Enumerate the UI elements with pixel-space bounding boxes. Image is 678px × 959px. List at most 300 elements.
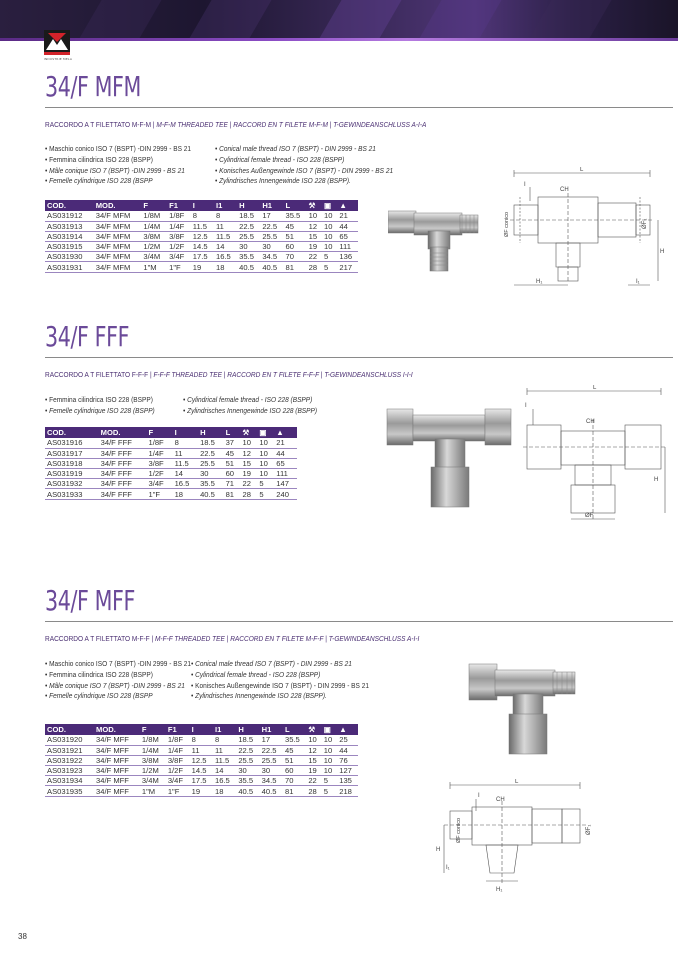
table-cell: 40.5 [236,786,259,796]
subtitle-en: M-F-F THREADED TEE [154,634,225,643]
table-cell: 1"M [141,262,167,272]
table-cell: 34/F MFF [94,745,140,755]
table-cell: 34/F FFF [99,458,147,468]
table-cell: 1/4M [141,221,167,231]
col-header: H [236,724,259,735]
table-cell: 18 [213,786,236,796]
table-cell: 44 [337,221,358,231]
table-cell: 19 [190,786,213,796]
table-cell: 44 [274,448,297,458]
box-icon: ▣ [257,427,274,438]
section-34f-fff [45,320,673,550]
table-cell: 240 [274,489,297,499]
table-cell: 34/F FFF [99,489,147,499]
table-cell: 3/4M [140,776,166,786]
table-cell: 25.5 [236,755,259,765]
table-cell: 40.5 [198,489,224,499]
table-cell: 1"F [166,786,190,796]
page-number: 38 [18,932,27,941]
table-cell: 11 [173,448,199,458]
bullet: • Maschio conico ISO 7 (BSPT) -DIN 2999 - BS 21 [45,144,192,153]
table-cell: 45 [283,745,306,755]
table-cell: 3/8F [166,755,190,765]
table-cell: 12.5 [191,231,214,241]
bullet: • Femmina cilindrica ISO 228 (BSPP) [45,395,153,404]
table-cell: 1/8F [166,735,190,745]
table-cell: AS031919 [45,469,99,479]
table-cell: 18.5 [236,735,259,745]
table-cell: AS031932 [45,479,99,489]
subtitle-fr: RACCORD EN T FILETE M-F-F [230,634,324,643]
table-body [45,735,358,796]
table-cell: 35.5 [283,211,306,221]
table-cell: AS031917 [45,448,99,458]
table-cell: 1/4M [140,745,166,755]
table-cell: 8 [190,735,213,745]
table-cell: AS031912 [45,211,94,221]
table-cell: AS031922 [45,755,94,765]
table-cell: 60 [283,766,306,776]
spec-table [45,724,358,797]
table-cell: 135 [337,776,358,786]
table-cell: 15 [307,231,322,241]
col-header: MOD. [94,724,140,735]
col-header: F [141,200,167,211]
table-cell: 5 [322,262,337,272]
table-cell: 71 [224,479,241,489]
col-header: I [191,200,214,211]
table-cell: 28 [306,786,321,796]
table-cell: 34/F MFM [94,221,142,231]
table-cell: AS031914 [45,231,94,241]
table-cell: 81 [283,786,306,796]
table-cell: 18.5 [237,211,260,221]
col-header: F1 [167,200,191,211]
col-header: I1 [213,724,236,735]
col-header: H [237,200,260,211]
box-icon: ▣ [322,200,337,211]
table-cell: 1/4F [167,221,191,231]
table-cell: 5 [322,776,337,786]
table-cell: 1/8F [167,211,191,221]
table-cell: 34/F MFF [94,786,140,796]
table-cell: 12 [307,221,322,231]
table-cell: 34/F FFF [99,479,147,489]
section-title: 34/F MFM [45,70,141,103]
product-photo-fff [385,405,515,515]
table-cell: 40.5 [237,262,260,272]
spec-bullets [45,659,445,703]
dim-CH-label: CH [586,419,595,425]
table-row [45,786,358,796]
dim-F-conico-label: ØF conico [456,817,462,843]
table-cell: 60 [283,242,306,252]
table-cell: 70 [283,776,306,786]
table-cell: 15 [306,755,321,765]
table-row [45,211,358,221]
table-cell: 17.5 [190,776,213,786]
bullet: • Mâle conique ISO 7 (BSPT) -DIN 2999 - BS 21 [45,680,185,690]
table-row [45,458,297,468]
table-cell: AS031915 [45,242,94,252]
section-34f-mff [45,584,673,904]
table-cell: 5 [322,786,337,796]
table-cell: 17 [260,211,283,221]
subtitle-it: RACCORDO A T FILETTATO M-F-F [45,634,150,643]
product-photo-mfm [388,203,488,283]
table-cell: 14 [173,469,199,479]
table-header-row [45,724,358,735]
table-cell: 3/4F [166,776,190,786]
bullet: • Cylindrical female thread - ISO 228 (BSPP) [183,395,313,404]
dim-H-label: H [660,249,665,255]
bullet: • Conical male thread ISO 7 (BSPT) - DIN 2999 - BS 21 [191,659,352,668]
subtitle-it: RACCORDO A T FILETTATO F-F-F [45,370,149,379]
table-cell: 218 [337,786,358,796]
table-cell: 147 [274,479,297,489]
dim-I-label: I [478,793,480,799]
table-cell: 11 [214,221,237,231]
section-title: 34/F FFF [45,320,130,353]
dim-F1-label: ØF₁ [642,218,648,229]
title-rule [45,621,673,622]
table-cell: 3/8F [146,458,172,468]
dim-I-label: I [524,182,526,188]
table-cell: 14.5 [191,242,214,252]
header-band [0,0,678,40]
band-stripe [528,0,611,40]
wrench-icon: ⚒ [306,724,321,735]
table-cell: 8 [214,211,237,221]
box-icon: ▣ [322,724,337,735]
bullet: • Mâle conique ISO 7 (BSPT) -DIN 2999 - BS 21 [45,165,185,175]
table-cell: 22 [306,776,321,786]
bullet: • Konisches Außengewinde ISO 7 (BSPT) - DIN 2999 - BS 21 [215,165,394,175]
table-cell: 17 [260,735,283,745]
technical-diagram-mff [430,779,610,899]
dim-CH-label: CH [496,797,505,803]
table-cell: 35.5 [236,776,259,786]
table-cell: 34.5 [260,776,283,786]
section-34f-mfm [45,70,673,300]
table-cell: 37 [224,438,241,448]
table-cell: 10 [322,745,337,755]
title-rule [45,357,673,358]
col-header: MOD. [99,427,147,438]
table-cell: 22 [307,252,322,262]
spec-table [45,427,297,500]
table-cell: 11.5 [214,231,237,241]
table-cell: 30 [236,766,259,776]
dim-L-label: L [593,385,597,391]
table-row [45,766,358,776]
table-row [45,745,358,755]
wrench-icon: ⚒ [240,427,257,438]
dim-H1-label: H₁ [536,279,543,285]
table-cell: 34/F MFF [94,755,140,765]
band-stripe [318,0,401,40]
table-cell: 22.5 [260,745,283,755]
band-stripe [418,0,501,40]
logo-caption: INDUSTRIE MELA [43,57,73,61]
section-subtitle: RACCORDO A T FILETTATO F-F-F | F-F-F THREADED TEE | RACCORD EN T FILETE F-F-F | T-GEWINDEANSCHLUSS I-I-I [45,370,413,379]
col-header: I [173,427,199,438]
table-cell: 30 [260,242,283,252]
table-cell: 22.5 [237,221,260,231]
bullet: • Zylindrisches Innengewinde ISO 228 (BSPP) [183,405,318,415]
table-cell: 28 [240,489,257,499]
table-header-row [45,200,358,211]
table-cell: 1/2F [146,469,172,479]
dim-CH-label: CH [560,187,569,193]
table-cell: 28 [307,262,322,272]
table-cell: 35.5 [237,252,260,262]
dim-L-label: L [580,167,584,173]
col-header: COD. [45,200,94,211]
table-body [45,438,297,499]
table-cell: AS031913 [45,221,94,231]
table-cell: 3/4M [141,252,167,262]
bullet: • Femelle cylindrique ISO 228 (BSPP [45,176,153,186]
table-cell: 16.5 [214,252,237,262]
dim-H1-label: H₁ [496,887,503,893]
table-cell: 18.5 [198,438,224,448]
col-header: MOD. [94,200,142,211]
table-cell: 8 [173,438,199,448]
table-cell: 16.5 [173,479,199,489]
table-cell: 1/4F [146,448,172,458]
table-cell: 10 [322,766,337,776]
table-cell: 136 [337,252,358,262]
table-cell: 19 [191,262,214,272]
table-cell: 10 [322,231,337,241]
table-cell: 81 [283,262,306,272]
table-cell: 217 [337,262,358,272]
bullet: • Zylindrisches Innengewinde ISO 228 (BSPP). [191,691,327,701]
table-cell: AS031930 [45,252,94,262]
dim-I1-label: I₁ [446,865,450,871]
subtitle-de: T-GEWINDEANSCHLUSS A-I-I [328,634,420,643]
dim-F-label: ØF [585,513,594,519]
table-row [45,438,297,448]
bullet: • Femelle cylindrique ISO 228 (BSPP [45,691,153,701]
subtitle-it: RACCORDO A T FILETTATO M-F-M [45,120,152,129]
table-cell: 111 [274,469,297,479]
dim-L-label: L [515,779,519,785]
technical-diagram-mfm [500,167,665,287]
table-row [45,469,297,479]
table-cell: 11 [213,745,236,755]
section-title: 34/F MFF [45,584,135,617]
table-cell: 30 [198,469,224,479]
table-cell: 19 [240,469,257,479]
table-cell: 10 [322,211,337,221]
weight-icon: ▲ [337,724,358,735]
table-cell: 60 [224,469,241,479]
table-cell: 3/8F [167,231,191,241]
band-stripe [188,0,271,40]
dim-F-conico-label: ØF conico [504,211,510,237]
table-cell: 1"F [146,489,172,499]
bullet: • Cylindrical female thread - ISO 228 (BSPP) [215,154,345,164]
table-row [45,231,358,241]
table-cell: 22 [240,479,257,489]
table-cell: 34/F MFM [94,242,142,252]
table-cell: 65 [337,231,358,241]
table-cell: 35.5 [283,735,306,745]
table-cell: 34.5 [260,252,283,262]
table-row [45,242,358,252]
table-cell: 51 [283,231,306,241]
table-cell: 1/8M [141,211,167,221]
table-cell: 34/F MFM [94,262,142,272]
table-cell: 1/2M [140,766,166,776]
table-cell: 10 [307,211,322,221]
table-cell: 10 [306,735,321,745]
table-cell: AS031920 [45,735,94,745]
table-row [45,252,358,262]
table-row [45,735,358,745]
table-row [45,448,297,458]
col-header: H [198,427,224,438]
dim-F1-label: ØF₁ [586,824,592,835]
subtitle-fr: RACCORD EN T FILETE F-F-F [227,370,320,379]
table-cell: 1"M [140,786,166,796]
table-cell: 3/4F [146,479,172,489]
table-cell: 1/8M [140,735,166,745]
table-cell: 21 [337,211,358,221]
table-cell: 35.5 [198,479,224,489]
subtitle-en: M-F-M THREADED TEE [156,120,228,129]
table-cell: 1/4F [166,745,190,755]
table-cell: 8 [213,735,236,745]
table-cell: 1"F [167,262,191,272]
table-cell: 10 [257,448,274,458]
table-row [45,479,297,489]
section-subtitle: RACCORDO A T FILETTATO M-F-F | M-F-F THREADED TEE | RACCORD EN T FILETE M-F-F | T-GEWINDEANSCHLUSS A-I-I [45,634,420,643]
table-cell: 22.5 [260,221,283,231]
col-header: F [140,724,166,735]
table-body [45,211,358,272]
table-cell: 18 [173,489,199,499]
col-header: L [283,200,306,211]
table-row [45,776,358,786]
subtitle-fr: RACCORD EN T FILETE M-F-M [233,120,328,129]
table-cell: 111 [337,242,358,252]
table-cell: 51 [224,458,241,468]
table-cell: 3/4F [167,252,191,262]
table-cell: 19 [307,242,322,252]
table-cell: 30 [260,766,283,776]
dim-I-label: I [525,403,527,409]
table-cell: 1/2M [141,242,167,252]
subtitle-de: T-GEWINDEANSCHLUSS I-I-I [324,370,413,379]
table-cell: 34/F MFM [94,252,142,262]
table-cell: 25 [337,735,358,745]
weight-icon: ▲ [337,200,358,211]
col-header: L [283,724,306,735]
table-cell: 14 [213,766,236,776]
header-glow-line [0,38,678,41]
table-cell: 11 [190,745,213,755]
table-cell: 81 [224,489,241,499]
table-cell: 10 [257,438,274,448]
table-cell: 1/2F [166,766,190,776]
col-header: I [190,724,213,735]
table-cell: 15 [240,458,257,468]
table-cell: AS031931 [45,262,94,272]
bullet: • Femelle cylindrique ISO 228 (BSPP) [45,405,155,415]
table-row [45,489,297,499]
table-cell: 17.5 [191,252,214,262]
table-cell: AS031935 [45,786,94,796]
table-cell: 22.5 [198,448,224,458]
wrench-icon: ⚒ [307,200,322,211]
weight-icon: ▲ [274,427,297,438]
table-cell: 34/F MFM [94,211,142,221]
table-cell: 22.5 [236,745,259,755]
table-cell: 5 [322,252,337,262]
table-cell: 25.5 [260,231,283,241]
table-cell: 14.5 [190,766,213,776]
table-cell: 10 [257,458,274,468]
subtitle-de: T-GEWINDEANSCHLUSS A-I-A [333,120,427,129]
table-cell: 10 [257,469,274,479]
table-cell: 3/8M [140,755,166,765]
table-cell: AS031923 [45,766,94,776]
bullet: • Cylindrical female thread - ISO 228 (BSPP) [191,669,321,679]
table-cell: 45 [283,221,306,231]
table-cell: 19 [306,766,321,776]
table-cell: 25.5 [260,755,283,765]
col-header: I1 [214,200,237,211]
bullet: • Conical male thread ISO 7 (BSPT) - DIN 2999 - BS 21 [215,144,376,153]
col-header: F1 [166,724,190,735]
table-row [45,755,358,765]
table-cell: 1/2F [167,242,191,252]
table-cell: 34/F FFF [99,438,147,448]
product-photo-mff [465,660,595,760]
spec-bullets [45,144,465,188]
table-cell: 12 [240,448,257,458]
table-cell: 16.5 [213,776,236,786]
table-cell: 10 [240,438,257,448]
table-cell: 1/8F [146,438,172,448]
table-cell: 12 [306,745,321,755]
table-cell: 40.5 [260,786,283,796]
table-cell: AS031918 [45,458,99,468]
table-cell: 10 [322,221,337,231]
table-cell: 34/F MFF [94,776,140,786]
table-cell: 34/F MFF [94,735,140,745]
table-cell: 25.5 [198,458,224,468]
table-cell: 51 [283,755,306,765]
dim-H-label: H [654,477,659,483]
technical-diagram-fff [523,385,668,525]
col-header: H1 [260,724,283,735]
spec-table [45,200,358,273]
title-rule [45,107,673,108]
col-header: COD. [45,427,99,438]
table-cell: AS031933 [45,489,99,499]
col-header: COD. [45,724,94,735]
table-cell: 3/8M [141,231,167,241]
table-cell: 30 [237,242,260,252]
table-cell: AS031921 [45,745,94,755]
table-cell: 40.5 [260,262,283,272]
table-cell: 8 [191,211,214,221]
table-cell: 5 [257,479,274,489]
